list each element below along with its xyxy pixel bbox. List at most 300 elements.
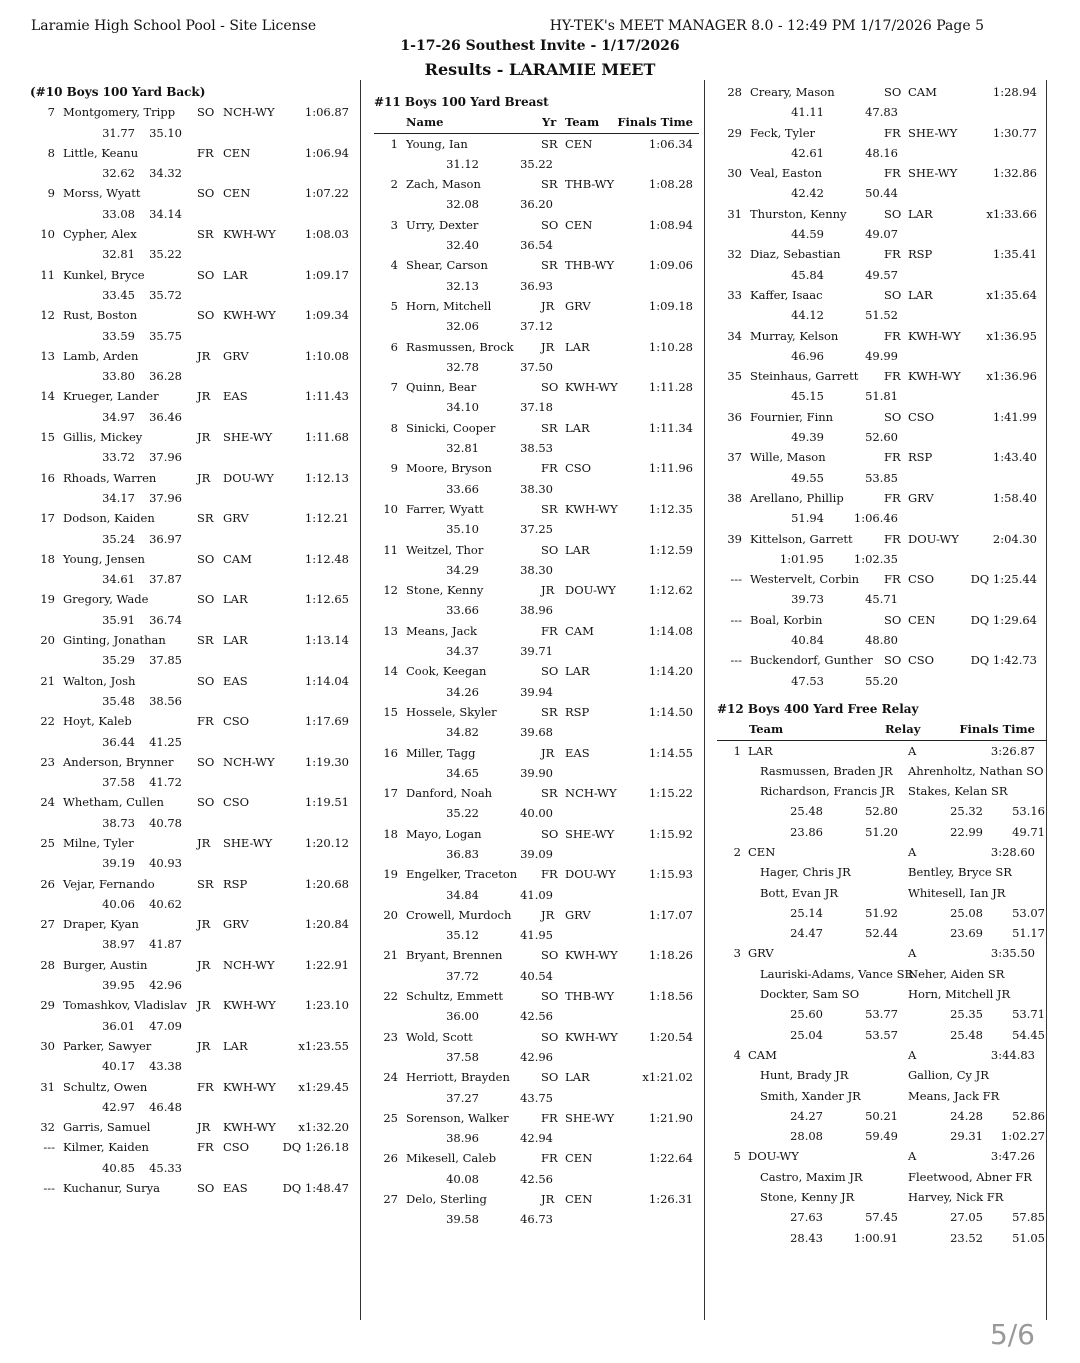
place: 31 [40,1079,55,1094]
class-year: SR [541,177,558,192]
result-row [30,995,355,1015]
class-year: JR [197,389,211,404]
split: 38.96 [446,1131,479,1146]
split: 38.96 [520,603,553,618]
relay-row [717,842,1047,862]
finals-time: 1:18.56 [648,989,693,1004]
split: 34.29 [446,562,479,577]
finals-time: 1:17.69 [304,714,349,729]
class-year: SO [197,592,215,607]
split-row [374,397,699,417]
class-year: JR [197,835,211,850]
place: 10 [383,501,398,516]
split: 51.05 [1012,1230,1045,1245]
result-row [717,326,1047,346]
relay-swimmers [717,1086,1047,1106]
split: 49.07 [865,227,898,242]
swimmer-name: Creary, Mason [750,85,835,99]
place: 22 [383,989,398,1004]
result-row [30,711,355,731]
team: LAR [223,267,248,282]
swimmer: Harvey, Nick FR [908,1190,1004,1205]
split: 23.52 [950,1230,983,1245]
place: 18 [383,826,398,841]
split: 42.56 [520,1171,553,1186]
team: KWH-WY [223,308,276,323]
split-row [374,844,699,864]
finals-time: 1:26.31 [648,1192,693,1207]
split-row [30,366,355,386]
swimmer-name: Feck, Tyler [750,125,816,140]
place: 4 [390,258,398,273]
split-row [374,479,699,499]
team: CEN [565,217,593,232]
swimmer-name: Boal, Korbin [750,612,823,627]
place: 27 [383,1192,398,1207]
team: EAS [223,1181,248,1196]
finals-time: 1:12.59 [648,542,693,557]
swimmer: Richardson, Francis JR [760,784,895,799]
swimmer: Bott, Evan JR [760,885,839,900]
class-year: FR [884,369,901,384]
result-row [717,366,1047,386]
event-title: (#10 Boys 100 Yard Back) [30,85,206,99]
split: 44.12 [791,308,824,323]
split-row [717,630,1047,650]
finals-time: 1:08.94 [648,217,693,232]
split-row [30,407,355,427]
split: 50.44 [865,186,898,201]
split: 51.94 [791,511,824,526]
swimmer-name: Steinhaus, Garrett [750,369,859,384]
split: 34.32 [149,166,182,181]
split: 47.83 [865,105,898,120]
relay-letter: A [908,743,917,758]
split-row [374,235,699,255]
team: LAR [908,206,933,221]
split: 36.46 [149,409,182,424]
header-time: Finals Time [617,115,693,130]
split: 45.15 [791,389,824,404]
swimmer-name: Herriott, Brayden [406,1070,510,1085]
split: 38.30 [520,562,553,577]
place: 26 [40,876,55,891]
split: 46.73 [520,1212,553,1227]
split: 28.08 [790,1129,823,1144]
split: 42.42 [791,186,824,201]
split-row [717,346,1047,366]
swimmer-name: Garris, Samuel [63,1120,151,1135]
class-year: SO [197,1181,215,1196]
split: 32.81 [446,441,479,456]
result-row [374,296,699,316]
finals-time: 1:13.14 [304,633,349,648]
class-year: SR [541,501,558,516]
split-row [717,224,1047,244]
split: 35.10 [149,125,182,140]
swimmer-name: Buckendorf, Gunther [750,653,873,668]
team: DOU-WY [748,1149,799,1164]
split: 33.72 [102,450,135,465]
team: DOU-WY [223,470,274,485]
team: SHE-WY [223,835,273,850]
split: 34.61 [102,572,135,587]
class-year: JR [197,348,211,363]
place: 13 [40,348,55,363]
team: RSP [565,704,590,719]
split: 34.37 [446,644,479,659]
team: KWH-WY [908,328,961,343]
team: SHE-WY [223,430,273,445]
split-row [374,803,699,823]
split: 25.60 [790,1007,823,1022]
class-year: FR [884,490,901,505]
class-year: FR [541,461,558,476]
split: 41.95 [520,928,553,943]
split-row [374,276,699,296]
team: EAS [565,745,590,760]
result-row [30,427,355,447]
swimmer-name: Horn, Mitchell [406,298,492,313]
finals-time: 1:12.48 [304,551,349,566]
class-year: SO [197,186,215,201]
split: 37.50 [520,359,553,374]
swimmer-name: Rasmussen, Brock [406,339,514,354]
finals-time: 1:17.07 [648,907,693,922]
split: 40.06 [102,896,135,911]
team: KWH-WY [565,948,618,963]
result-row [30,468,355,488]
relay-swimmers [717,984,1047,1004]
result-row [374,418,699,438]
class-year: SR [541,704,558,719]
team: LAR [565,339,590,354]
split: 38.56 [149,693,182,708]
result-row [717,407,1047,427]
finals-time: x1:36.95 [986,328,1037,343]
swimmer-name: Wille, Mason [750,450,826,465]
swimmer-name: Ginting, Jonathan [63,633,166,648]
split: 50.21 [865,1108,898,1123]
split: 27.05 [950,1210,983,1225]
place: 22 [40,714,55,729]
split: 1:02.35 [853,551,898,566]
column-header [717,719,1047,740]
team: NCH-WY [223,754,275,769]
team: RSP [908,450,933,465]
class-year: SO [541,948,559,963]
team: THB-WY [565,989,615,1004]
finals-time: 3:35.50 [990,946,1035,961]
split-row [374,885,699,905]
split: 35.22 [520,156,553,171]
swimmer: Means, Jack FR [908,1088,1000,1103]
finals-time: 1:32.86 [992,166,1037,181]
result-row [30,143,355,163]
swimmer-name: Farrer, Wyatt [406,501,484,516]
class-year: SO [541,826,559,841]
split: 37.18 [520,400,553,415]
split: 33.66 [446,603,479,618]
team: SHE-WY [565,826,615,841]
finals-time: 1:20.68 [304,876,349,891]
split: 32.06 [446,319,479,334]
split: 39.19 [102,856,135,871]
place: 7 [47,105,55,120]
finals-time: x1:32.20 [298,1120,349,1135]
class-year: SO [197,673,215,688]
swimmer-name: Bryant, Brennen [406,948,503,963]
result-row [30,305,355,325]
finals-time: 1:07.22 [304,186,349,201]
split: 27.63 [790,1210,823,1225]
class-year: FR [884,572,901,587]
team: CSO [223,714,250,729]
result-row [717,650,1047,670]
class-year: JR [197,430,211,445]
split: 32.40 [446,238,479,253]
split: 39.94 [520,684,553,699]
place: 18 [40,551,55,566]
split-row [374,1209,699,1229]
split-row [30,813,355,833]
finals-time: 1:10.08 [304,348,349,363]
place: 6 [390,339,398,354]
relay-letter: A [908,844,917,859]
place: 20 [383,907,398,922]
split: 41.87 [149,937,182,952]
split: 39.58 [446,1212,479,1227]
split: 52.86 [1012,1108,1045,1123]
event-title: #11 Boys 100 Yard Breast [374,95,549,109]
finals-time: x1:21.02 [642,1070,693,1085]
team: KWH-WY [223,1120,276,1135]
split: 24.27 [790,1108,823,1123]
split: 37.27 [446,1090,479,1105]
split: 41.72 [149,775,182,790]
place: 5 [733,1149,741,1164]
place: 30 [40,1038,55,1053]
swimmer-name: Weitzel, Thor [406,542,484,557]
class-year: SO [884,612,902,627]
team: CEN [908,612,936,627]
swimmer-name: Cypher, Alex [63,227,137,242]
relay-swimmers [717,1065,1047,1085]
split: 39.71 [520,644,553,659]
column-divider [704,80,705,1320]
swimmer-name: Mayo, Logan [406,826,482,841]
swimmer-name: Kilmer, Kaiden [63,1140,149,1155]
class-year: JR [197,1120,211,1135]
swimmer-name: Hoyt, Kaleb [63,714,132,729]
swimmer: Smith, Xander JR [760,1088,861,1103]
result-row [717,447,1047,467]
split: 55.20 [865,673,898,688]
swimmer-name: Means, Jack [406,623,477,638]
swimmer-name: Danford, Noah [406,786,493,801]
result-row [374,174,699,194]
swimmer: Stakes, Kelan SR [908,784,1008,799]
finals-time: 3:44.83 [990,1047,1035,1062]
split: 1:02.27 [1000,1129,1045,1144]
swimmer-name: Burger, Austin [63,957,148,972]
header-name: Name [406,115,444,130]
result-row [374,499,699,519]
place: 9 [390,461,398,476]
finals-time: 1:23.10 [304,998,349,1013]
split-row [30,488,355,508]
split: 33.45 [102,287,135,302]
split: 52.44 [865,926,898,941]
swimmer: Lauriski-Adams, Vance SR [760,966,914,981]
place: 29 [40,998,55,1013]
class-year: JR [541,1192,555,1207]
result-row [30,1117,355,1137]
result-row [374,945,699,965]
finals-time: 1:14.08 [648,623,693,638]
split-row [30,610,355,630]
result-row [30,224,355,244]
split-row [374,519,699,539]
split-row [717,265,1047,285]
swimmer-name: Dodson, Kaiden [63,511,155,526]
split: 49.99 [865,348,898,363]
finals-time: 1:14.55 [648,745,693,760]
swimmer: Hager, Chris JR [760,865,851,880]
finals-time: 1:43.40 [992,450,1037,465]
finals-time: 1:19.51 [304,795,349,810]
result-row [30,508,355,528]
swimmer-name: Moore, Bryson [406,461,492,476]
swimmer-name: Gregory, Wade [63,592,149,607]
split-row [717,508,1047,528]
class-year: SO [197,308,215,323]
finals-time: 1:06.34 [648,136,693,151]
class-year: SR [541,136,558,151]
place: 28 [727,85,742,99]
finals-time: 1:14.50 [648,704,693,719]
team: CSO [908,409,935,424]
team: CAM [223,551,252,566]
split-row [374,1169,699,1189]
split: 31.12 [446,156,479,171]
split: 35.91 [102,612,135,627]
swimmer-name: Vejar, Fernando [63,876,155,891]
split-row [30,853,355,873]
team: LAR [748,743,773,758]
class-year: SO [197,105,215,120]
split: 25.04 [790,1027,823,1042]
split: 49.55 [791,470,824,485]
class-year: JR [541,907,555,922]
place: --- [730,612,742,627]
split: 34.84 [446,887,479,902]
team: DOU-WY [565,583,616,598]
swimmer-name: Sinicki, Cooper [406,420,496,435]
class-year: SR [197,511,214,526]
finals-time: 1:14.20 [648,664,693,679]
result-row [717,488,1047,508]
split-row [717,1106,1047,1126]
split: 53.57 [865,1027,898,1042]
split: 36.44 [102,734,135,749]
result-row [374,824,699,844]
finals-time: 1:09.06 [648,258,693,273]
finals-time: DQ 1:25.44 [970,572,1037,587]
split-row [717,143,1047,163]
class-year: JR [197,917,211,932]
place: 1 [390,136,398,151]
finals-time: 1:12.65 [304,592,349,607]
split: 37.12 [520,319,553,334]
swimmer-name: Milne, Tyler [63,835,134,850]
swimmer-name: Diaz, Sebastian [750,247,841,262]
swimmer-name: Schultz, Owen [63,1079,148,1094]
place: 11 [40,267,55,282]
split: 34.65 [446,765,479,780]
split: 32.08 [446,197,479,212]
team: LAR [908,287,933,302]
split: 52.60 [865,430,898,445]
team: NCH-WY [223,957,275,972]
finals-time: x1:35.64 [986,287,1037,302]
swimmer-name: Arellano, Phillip [750,490,844,505]
split: 59.49 [865,1129,898,1144]
split: 1:01.95 [779,551,824,566]
place: 26 [383,1151,398,1166]
swimmer-name: Anderson, Brynner [63,754,174,769]
split: 35.22 [149,247,182,262]
finals-time: 1:15.93 [648,867,693,882]
swimmer-name: Kittelson, Garrett [750,531,853,546]
split: 33.66 [446,481,479,496]
place: 38 [727,490,742,505]
result-row [30,1036,355,1056]
split: 51.20 [865,824,898,839]
split: 28.43 [790,1230,823,1245]
class-year: JR [541,298,555,313]
place: 8 [390,420,398,435]
split: 39.73 [791,592,824,607]
place: 24 [383,1070,398,1085]
team: KWH-WY [565,501,618,516]
split: 31.77 [102,125,135,140]
split: 42.61 [791,145,824,160]
place: 11 [383,542,398,557]
split-row [30,691,355,711]
split-row [30,1056,355,1076]
header-relay: Relay [885,722,921,737]
split: 49.71 [1012,824,1045,839]
finals-time: DQ 1:42.73 [970,653,1037,668]
split-row [717,589,1047,609]
swimmer-name: Young, Jensen [63,551,145,566]
split-row [717,822,1047,842]
result-row [30,102,355,122]
finals-time: 1:09.18 [648,298,693,313]
place: 28 [40,957,55,972]
place: --- [730,653,742,668]
team: EAS [223,673,248,688]
result-row [30,346,355,366]
header-team: Team [749,722,784,737]
result-row [30,589,355,609]
split: 36.54 [520,238,553,253]
class-year: FR [884,247,901,262]
place: 2 [390,177,398,192]
finals-time: 1:10.28 [648,339,693,354]
class-year: FR [884,531,901,546]
